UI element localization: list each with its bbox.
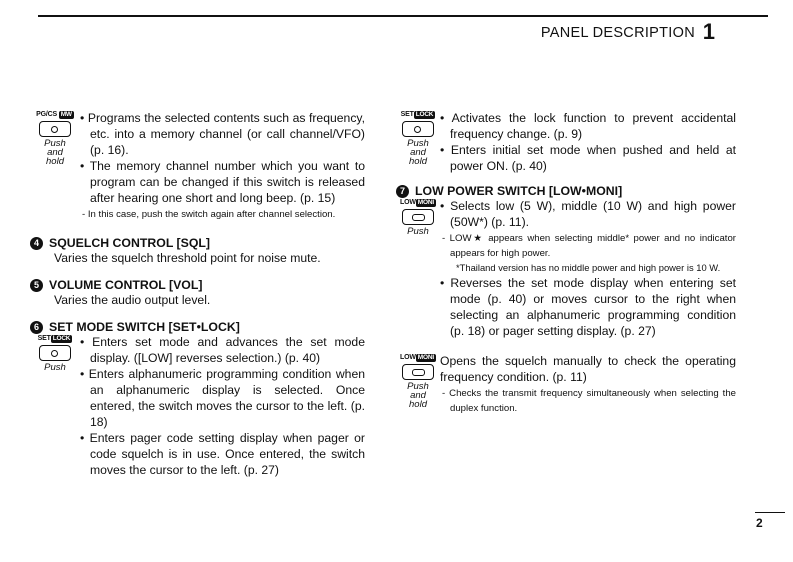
- lowpower-key-graphic: LOW MONI Push: [396, 198, 440, 236]
- pgcs-description: [80, 110, 365, 222]
- section-number-4: 4: [30, 237, 43, 250]
- lowpower-description: [440, 198, 736, 339]
- setmode-key-graphic: SET LOCK Push: [30, 334, 80, 372]
- volume-desc: Varies the audio output level.: [54, 293, 211, 307]
- setlock-key-graphic: SET LOCK Push and hold: [396, 110, 440, 166]
- button-icon: [39, 121, 71, 137]
- push-label: Push: [407, 226, 429, 237]
- push-and-hold-label: Push and hold: [407, 381, 429, 410]
- moni-tag: MONI: [417, 199, 434, 206]
- lock-tag: LOCK: [415, 111, 434, 118]
- setmode-switch-block: [30, 334, 365, 478]
- push-label: Push: [44, 362, 66, 373]
- button-icon: [402, 364, 434, 380]
- volume-heading: VOLUME CONTROL [VOL]: [49, 278, 203, 292]
- page-number: 2: [756, 516, 763, 530]
- setmode-bullet-3: • Enters pager code setting display when pager or code squelch is in use. Once entered, the switch moves the cursor to the left. (p. 27): [80, 431, 365, 477]
- section-number-6: 6: [30, 321, 43, 334]
- squelch-desc: Varies the squelch threshold point for noise mute.: [54, 251, 321, 265]
- section-number-5: 5: [30, 279, 43, 292]
- pgcs-switch-block: [30, 110, 365, 222]
- squelch-heading: SQUELCH CONTROL [SQL]: [49, 236, 210, 250]
- left-column: [30, 110, 365, 478]
- moni-note: - Checks the transmit frequency simultaneously when selecting the duplex function.: [442, 388, 736, 414]
- lowpower-note-2: *Thailand version has no middle power and high power is 10 W.: [456, 262, 721, 273]
- button-icon: [402, 209, 434, 225]
- setmode-heading: SET MODE SWITCH [SET•LOCK]: [49, 320, 240, 334]
- moni-tag: MONI: [417, 354, 434, 361]
- setlock-switch-block: [396, 110, 736, 174]
- setlock-description: [440, 110, 736, 174]
- lowpower-note-1: - LOW★ appears when selecting middle* power and no indicator appears for high power.: [442, 233, 736, 259]
- setmode-bullet-2: • Enters alphanumeric programming condition when an alphanumeric display is selected. Once entered, the switch moves the cursor to the left. (p. 18): [80, 367, 365, 429]
- lowpower-section: [396, 184, 736, 339]
- lowpower-heading: LOW POWER SWITCH [LOW•MONI]: [415, 184, 623, 198]
- setmode-section: [30, 320, 365, 478]
- lock-tag: LOCK: [52, 335, 71, 342]
- pgcs-bullet-1: • Programs the selected contents such as frequency, etc. into a memory channel (or call channel/VFO) (p. 16).: [80, 111, 365, 157]
- section-number-7: 7: [396, 185, 409, 198]
- push-and-hold-label: Push and hold: [44, 138, 66, 167]
- moni-switch-block: [396, 353, 736, 416]
- moni-text: Opens the squelch manually to check the operating frequency condition. (p. 11): [440, 354, 736, 384]
- lowpower-bullet-1: • Selects low (5 W), middle (10 W) and high power (50W*) (p. 11).: [440, 199, 736, 229]
- push-and-hold-label: Push and hold: [407, 138, 429, 167]
- button-icon: [39, 345, 71, 361]
- button-icon: [402, 121, 434, 137]
- lowpower-bullet-2: • Reverses the set mode display when entering set mode (p. 40) or moves cursor to the right when selecting an alphanumeric programming condition (p. 18) or pager setting display. (p. 27): [440, 276, 736, 338]
- setmode-bullet-1: • Enters set mode and advances the set mode display. ([LOW] reverses selection.) (p. 40): [80, 335, 365, 365]
- pgcs-key-label: PG/CS: [36, 111, 57, 118]
- footer-rule: [755, 512, 785, 513]
- right-column: [396, 110, 736, 416]
- pgcs-key-graphic: [30, 110, 80, 166]
- lowpower-switch-block: [396, 198, 736, 339]
- mw-tag: MW: [60, 111, 72, 118]
- moni-description: [440, 353, 736, 416]
- moni-key-graphic: LOW MONI Push and hold: [396, 353, 440, 409]
- squelch-section: [30, 236, 365, 266]
- setlock-bullet-1: • Activates the lock function to prevent accidental frequency change. (p. 9): [440, 111, 736, 141]
- page-title: PANEL DESCRIPTION: [540, 25, 695, 41]
- header-rule: [38, 15, 768, 17]
- setlock-bullet-2: • Enters initial set mode when pushed and held at power ON. (p. 40): [440, 143, 736, 173]
- volume-section: [30, 278, 365, 308]
- pgcs-bullet-2: • The memory channel number which you want to program can be changed if this switch is released after hearing one short and long beep. (p. 15): [80, 159, 365, 205]
- setmode-description: [80, 334, 365, 478]
- chapter-number: 1: [702, 19, 715, 44]
- pgcs-note: - In this case, push the switch again after channel selection.: [82, 209, 336, 220]
